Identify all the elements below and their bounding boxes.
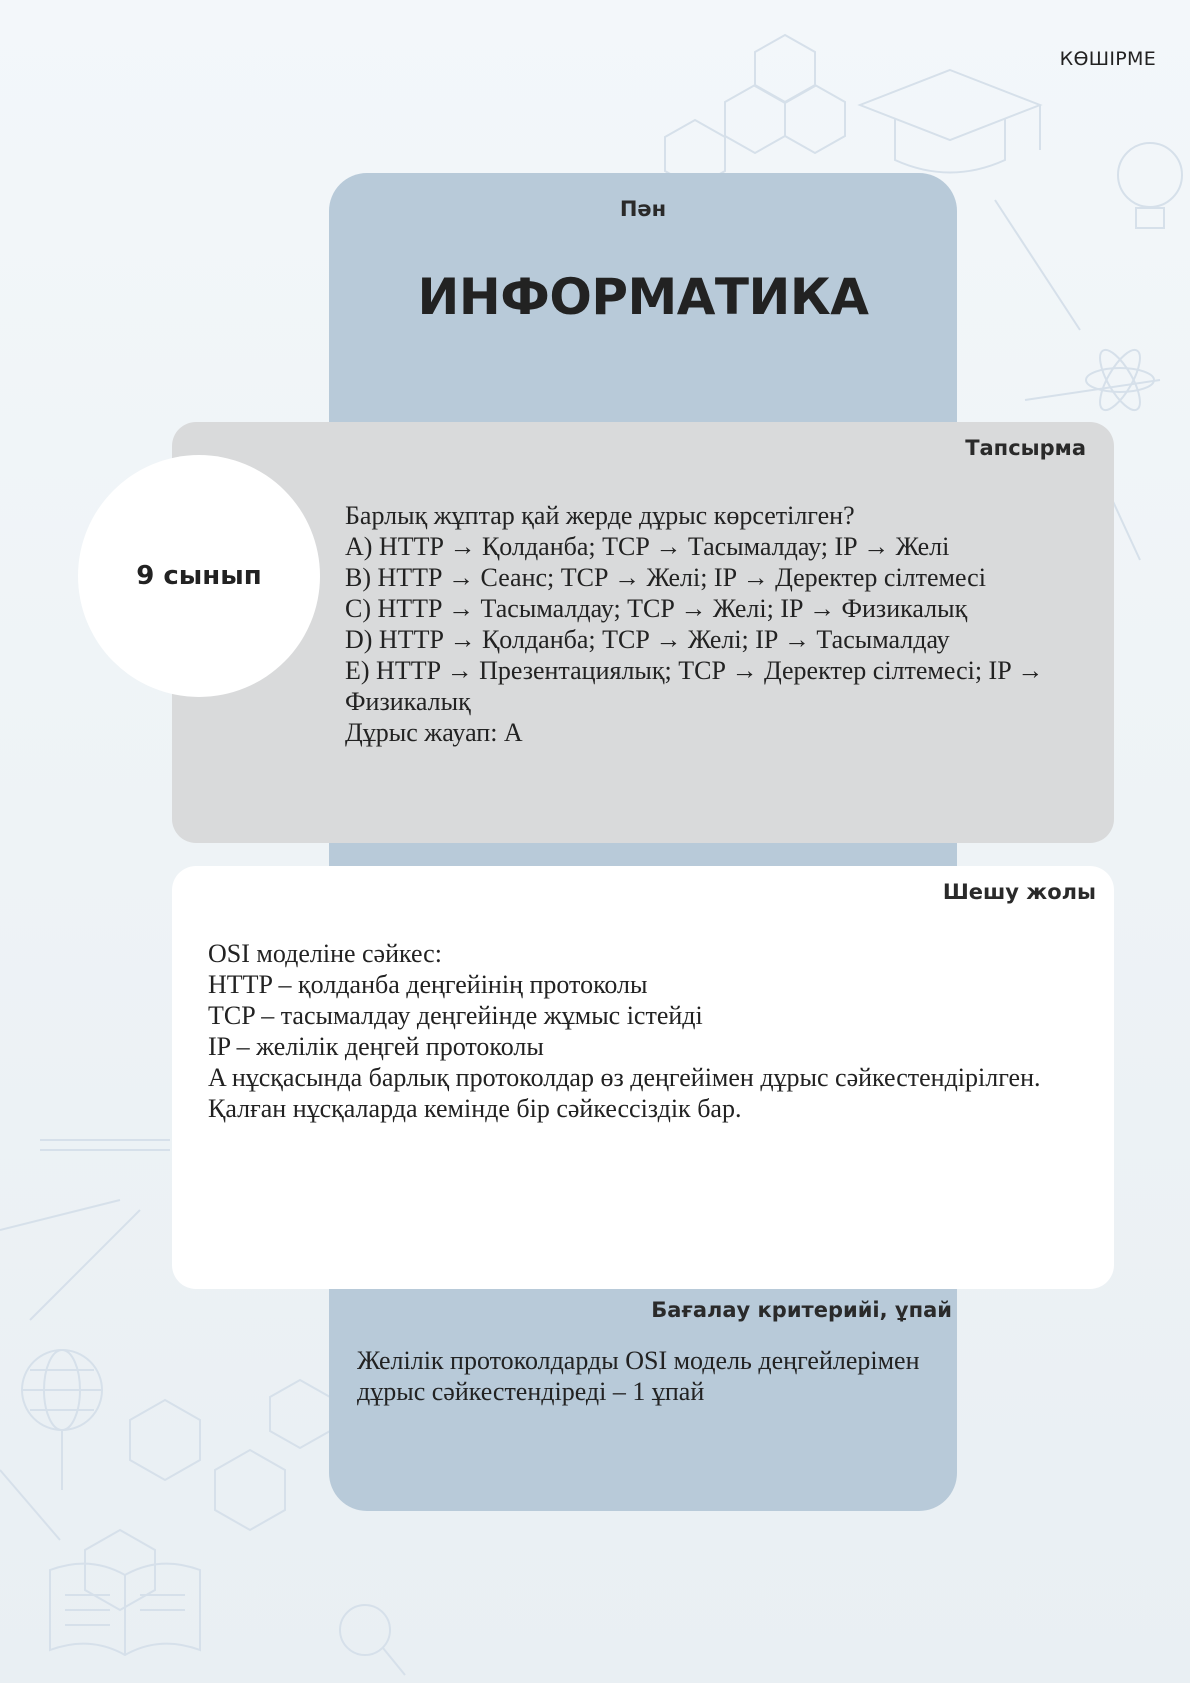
task-option-d: D) HTTP → Қолданба; TCP → Желі; IP → Тасымалдау [345,625,950,654]
task-option-a: A) HTTP → Қолданба; TCP → Тасымалдау; IP → Желі [345,532,950,561]
globe-icon [22,1350,102,1490]
atom-icon [1086,345,1154,416]
task-option-e: E) HTTP → Презентациялық; TCP → Деректер сілтемесі; IP → Физикалық [345,656,1044,716]
solution-body [208,938,1068,1124]
solution-line: HTTP – қолданба деңгейінің протоколы [208,970,648,999]
solution-line: A нұсқасында барлық протоколдар өз деңгейімен дұрыс сәйкестендірілген. Қалған нұсқаларда кемінде бір сәйкессіздік бар. [208,1063,1041,1123]
magnifier-icon [340,1605,405,1675]
task-body [345,500,1085,748]
task-question: Барлық жұптар қай жерде дұрыс көрсетілген? [345,501,855,530]
grade-label: 9 сынып [136,561,262,591]
task-option-c: C) HTTP → Тасымалдау; TCP → Желі; IP → Физикалық [345,594,968,623]
copy-label: КӨШІРМЕ [1059,48,1156,70]
task-header: Тапсырма [965,436,1086,460]
solution-header: Шешу жолы [942,880,1096,904]
criteria-header: Бағалау критерийі, ұпай [651,1298,952,1322]
solution-line: OSI моделіне сәйкес: [208,939,442,968]
solution-line: TCP – тасымалдау деңгейінде жұмыс істейді [208,1001,703,1030]
task-answer: Дұрыс жауап: A [345,718,523,747]
open-book-icon [50,1564,200,1655]
hexagon-icon [755,35,815,103]
lightbulb-icon [1118,143,1182,228]
grade-badge [78,455,320,697]
criteria-text: Желілік протоколдарды OSI модель деңгейлерімен дұрыс сәйкестендіреді – 1 ұпай [357,1346,920,1406]
solution-line: IP – желілік деңгей протоколы [208,1032,544,1061]
task-option-b: B) HTTP → Сеанс; TCP → Желі; IP → Деректер сілтемесі [345,563,986,592]
task-card [172,422,1114,843]
graduation-cap-icon [860,70,1040,173]
hexagon-icon [785,85,845,153]
hexagon-icon [725,85,785,153]
subject-title: ИНФОРМАТИКА [417,268,869,326]
solution-card [172,866,1114,1289]
subject-label: Пән [619,197,667,221]
